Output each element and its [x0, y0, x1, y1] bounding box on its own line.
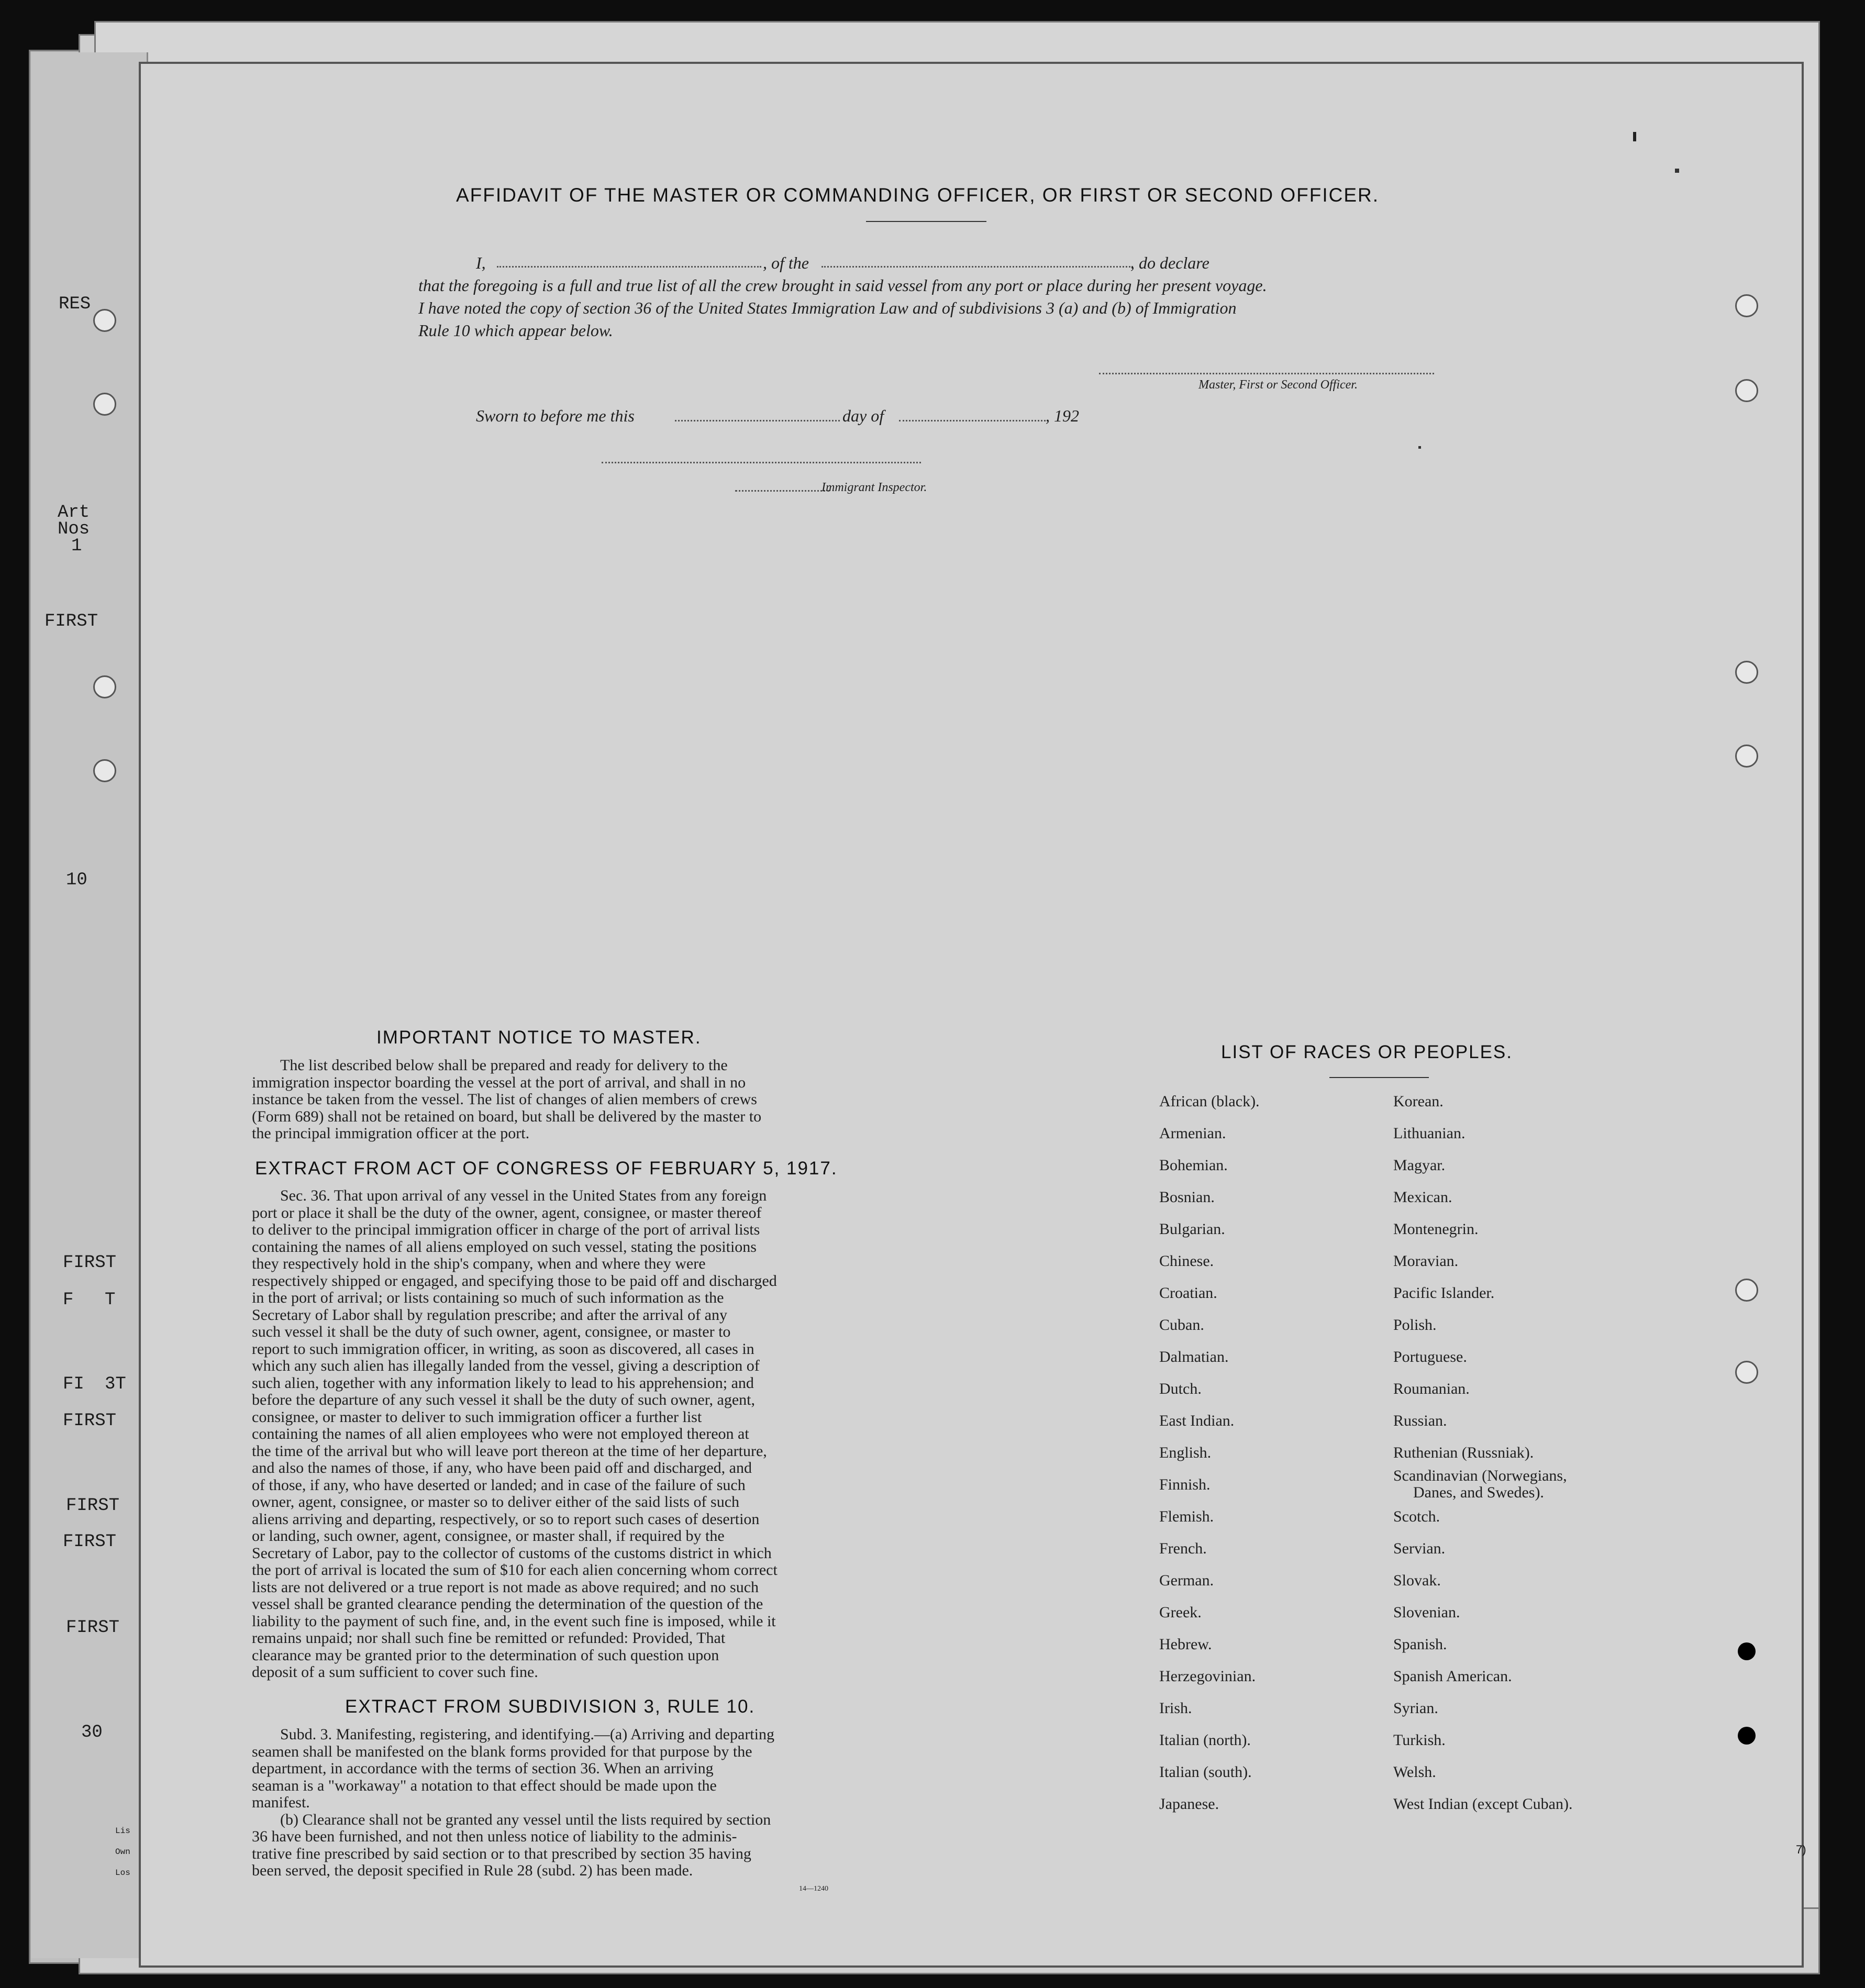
margin-label: 30: [81, 1723, 103, 1742]
affidavit-i: I,: [476, 253, 486, 272]
act-line: to deliver to the principal immigration officer in charge of the port of arrival lists: [252, 1221, 760, 1238]
race-item: Flemish.: [1159, 1508, 1214, 1525]
act-line: Sec. 36. That upon arrival of any vessel in the United States from any foreign: [280, 1187, 767, 1204]
race-item: Syrian.: [1393, 1700, 1438, 1717]
race-item: Russian.: [1393, 1412, 1447, 1429]
subdivision-line: been served, the deposit specified in Rule 28 (subd. 2) has been made.: [252, 1862, 693, 1879]
race-item: Hebrew.: [1159, 1636, 1212, 1653]
races-title: LIST OF RACES OR PEOPLES.: [1221, 1042, 1513, 1062]
race-item: French.: [1159, 1540, 1207, 1557]
race-item: Croatian.: [1159, 1284, 1217, 1302]
subdivision-title: EXTRACT FROM SUBDIVISION 3, RULE 10.: [345, 1696, 756, 1717]
act-line: containing the names of all alien employees who were not employed thereon at: [252, 1425, 749, 1442]
punch-hole: [1735, 745, 1758, 768]
punch-hole: [93, 675, 116, 698]
act-line: remains unpaid; nor shall such fine be remitted or refunded: Provided, That: [252, 1629, 726, 1647]
act-line: before the departure of any such vessel it shall be the duty of such owner, agent,: [252, 1391, 755, 1408]
punch-hole: [93, 309, 116, 332]
act-line: which any such alien has illegally landed from the vessel, giving a description of: [252, 1357, 760, 1374]
notice-line: instance be taken from the vessel. The list of changes of alien members of crews: [252, 1091, 757, 1108]
margin-label: FIRST: [63, 1253, 117, 1273]
sworn-year: , 192: [1046, 406, 1079, 425]
race-item: Servian.: [1393, 1540, 1446, 1557]
margin-label: RES: [59, 294, 91, 314]
punch-hole: [1735, 294, 1758, 317]
act-line: consignee, or master to deliver to such immigration officer a further list: [252, 1408, 702, 1426]
race-item: West Indian (except Cuban).: [1393, 1795, 1573, 1813]
margin-label: FIRST: [66, 1496, 120, 1516]
race-item: Scotch.: [1393, 1508, 1440, 1525]
vessel-blank: [822, 266, 1133, 268]
act-line: vessel shall be granted clearance pending the determination of the question of the: [252, 1595, 763, 1613]
act-title: EXTRACT FROM ACT OF CONGRESS OF FEBRUARY 5, 1917.: [255, 1158, 838, 1179]
subdivision-line: manifest.: [252, 1794, 310, 1811]
margin-label: F: [63, 1290, 74, 1310]
subdivision-body: [252, 1726, 895, 1880]
race-item: Korean.: [1393, 1093, 1444, 1110]
act-line: the port of arrival is located the sum of $10 for each alien concerning whom correct: [252, 1561, 778, 1579]
affidavit-of-the: , of the: [763, 253, 809, 272]
act-line: respectively shipped or engaged, and specifying those to be paid off and discharged: [252, 1272, 777, 1290]
race-item: Herzegovinian.: [1159, 1668, 1256, 1685]
race-item: Mexican.: [1393, 1189, 1452, 1206]
sworn-month-blank: [899, 420, 1046, 421]
sworn-prefix: Sworn to before me this: [476, 406, 635, 425]
sworn-day-blank: [675, 420, 840, 421]
subdivision-line: department, in accordance with the terms of section 36. When an arriving: [252, 1760, 714, 1777]
margin-label: Lis: [115, 1826, 130, 1836]
notice-line: immigration inspector boarding the vessel at the port of arrival, and shall in no: [252, 1073, 746, 1091]
race-item: Bosnian.: [1159, 1189, 1215, 1206]
margin-label: 10: [66, 870, 87, 890]
race-item: German.: [1159, 1572, 1214, 1589]
act-line: clearance may be granted prior to the determination of such question upon: [252, 1646, 719, 1664]
signature-line: [1099, 373, 1434, 374]
act-line: Secretary of Labor, pay to the collector of customs of the customs district in which: [252, 1544, 772, 1562]
race-item: Spanish.: [1393, 1636, 1447, 1653]
title-rule: [866, 221, 986, 222]
affidavit-declare: , do declare: [1130, 253, 1209, 272]
notice-line: the principal immigration officer at the port.: [252, 1125, 530, 1142]
margin-label: Own: [115, 1847, 130, 1857]
race-item: Greek.: [1159, 1604, 1202, 1621]
affidavit-title: AFFIDAVIT OF THE MASTER OR COMMANDING OFFICER, OR FIRST OR SECOND OFFICER.: [456, 184, 1380, 206]
act-line: port or place it shall be the duty of the owner, agent, consignee, or master thereof: [252, 1204, 762, 1221]
race-item: Magyar.: [1393, 1157, 1446, 1174]
subdivision-line: 36 have been furnished, and not then unless notice of liability to the adminis-: [252, 1828, 737, 1845]
race-item: Portuguese.: [1393, 1348, 1467, 1365]
race-item: Spanish American.: [1393, 1668, 1512, 1685]
notice-line: (Form 689) shall not be retained on board, but shall be delivered by the master to: [252, 1107, 762, 1125]
speck: [1633, 132, 1636, 141]
inspector-pre-line: [735, 490, 829, 492]
act-body: [252, 1187, 895, 1681]
notice-line: The list described below shall be prepared and ready for delivery to the: [280, 1057, 728, 1074]
act-line: in the port of arrival; or lists containing so much of such information as the: [252, 1289, 724, 1306]
affidavit-line2: that the foregoing is a full and true list of all the crew brought in said vessel from any port or place during her present voyage.: [418, 276, 1267, 295]
margin-label: FIRST: [63, 1411, 117, 1431]
margin-label: Art: [58, 503, 90, 523]
race-item: East Indian.: [1159, 1412, 1235, 1429]
race-item: Japanese.: [1159, 1795, 1219, 1813]
act-line: owner, agent, consignee, or master so to deliver either of the said lists of such: [252, 1493, 740, 1511]
race-item: Polish.: [1393, 1316, 1437, 1334]
act-line: aliens arriving and departing, respectively, or so to report such cases of desertion: [252, 1510, 760, 1528]
name-blank: [497, 266, 761, 268]
speck: [1418, 446, 1421, 449]
race-item: English.: [1159, 1444, 1212, 1461]
race-item: Montenegrin.: [1393, 1220, 1479, 1238]
punch-hole: [93, 759, 116, 782]
punch-hole: [93, 393, 116, 416]
affidavit-line4: Rule 10 which appear below.: [418, 321, 613, 340]
punch-hole: [1738, 1727, 1756, 1745]
race-item: Armenian.: [1159, 1125, 1226, 1142]
race-item: Italian (north).: [1159, 1731, 1251, 1749]
subdivision-line: trative fine prescribed by said section or to that prescribed by section 35 having: [252, 1845, 751, 1862]
act-line: such alien, together with any information likely to lead to his apprehension; and: [252, 1374, 754, 1392]
left-underlying-form: [31, 52, 148, 1958]
race-item: Italian (south).: [1159, 1763, 1252, 1781]
act-line: liability to the payment of such fine, and, in the event such fine is imposed, while it: [252, 1612, 776, 1630]
race-item: Bulgarian.: [1159, 1220, 1225, 1238]
speck: [1675, 169, 1679, 173]
margin-label: T: [105, 1290, 116, 1310]
margin-label: FI: [63, 1374, 84, 1394]
race-item: Bohemian.: [1159, 1157, 1228, 1174]
race-item: Welsh.: [1393, 1763, 1436, 1781]
margin-label: FIRST: [45, 612, 98, 631]
race-item: Chinese.: [1159, 1252, 1214, 1270]
subdivision-line: seamen shall be manifested on the blank forms provided for that purpose by the: [252, 1742, 752, 1760]
race-item: Pacific Islander.: [1393, 1284, 1495, 1302]
margin-label: FIRST: [63, 1532, 117, 1552]
subdivision-line: Subd. 3. Manifesting, registering, and identifying.—(a) Arriving and departing: [280, 1726, 774, 1743]
race-item: Ruthenian (Russniak).: [1393, 1444, 1534, 1461]
margin-label: 1: [71, 536, 82, 556]
margin-label: Los: [115, 1868, 130, 1878]
race-item: Scandinavian (Norwegians,: [1393, 1467, 1567, 1484]
margin-label: 3T: [105, 1374, 126, 1394]
race-item: Slovenian.: [1393, 1604, 1460, 1621]
notice-title: IMPORTANT NOTICE TO MASTER.: [376, 1027, 702, 1048]
act-line: or landing, such owner, agent, consignee, or master shall, if required by the: [252, 1527, 725, 1545]
sworn-day: day of: [842, 406, 884, 425]
punch-hole: [1738, 1642, 1756, 1660]
race-item-continued: Danes, and Swedes).: [1413, 1484, 1544, 1501]
act-line: and also the names of those, if any, who have been paid off and discharged, and: [252, 1459, 752, 1476]
margin-label: FIRST: [66, 1618, 120, 1638]
race-item: Irish.: [1159, 1700, 1192, 1717]
affidavit-line3: I have noted the copy of section 36 of the United States Immigration Law and of subdivisions 3 (a) and (b) of Immigration: [418, 298, 1237, 317]
races-rule: [1329, 1077, 1429, 1078]
race-item: Finnish.: [1159, 1476, 1211, 1493]
race-item: Dutch.: [1159, 1380, 1202, 1397]
race-item: African (black).: [1159, 1093, 1260, 1110]
affidavit-page: [139, 62, 1804, 1968]
margin-label: Nos: [58, 519, 90, 539]
notice-body: [252, 1057, 895, 1142]
act-line: Secretary of Labor shall by regulation prescribe; and after the arrival of any: [252, 1306, 727, 1324]
race-item: Dalmatian.: [1159, 1348, 1229, 1365]
inspector-label: Immigrant Inspector.: [822, 481, 927, 494]
race-item: Moravian.: [1393, 1252, 1459, 1270]
act-line: such vessel it shall be the duty of such owner, agent, consignee, or master to: [252, 1323, 731, 1340]
subdivision-line: (b) Clearance shall not be granted any vessel until the lists required by section: [280, 1811, 771, 1828]
right-edge-text: 7): [1796, 1843, 1806, 1856]
subdivision-line: seaman is a "workaway" a notation to that effect should be made upon the: [252, 1776, 717, 1794]
form-number: 14—1240: [799, 1885, 828, 1893]
act-line: of those, if any, who have deserted or landed; and in case of the failure of such: [252, 1476, 746, 1494]
race-item: Turkish.: [1393, 1731, 1446, 1749]
punch-hole: [1735, 1361, 1758, 1384]
punch-hole: [1735, 661, 1758, 684]
punch-hole: [1735, 1279, 1758, 1302]
race-item: Lithuanian.: [1393, 1125, 1466, 1142]
act-line: containing the names of all aliens employed on such vessel, stating the positions: [252, 1238, 757, 1256]
inspector-line: [602, 462, 921, 463]
act-line: the time of the arrival but who will leave port thereon at the time of her departure,: [252, 1442, 767, 1460]
punch-hole: [1735, 379, 1758, 402]
act-line: lists are not delivered or a true report is not made as above required; and no such: [252, 1578, 759, 1596]
act-line: they respectively hold in the ship's company, when and where they were: [252, 1255, 706, 1272]
race-item: Slovak.: [1393, 1572, 1441, 1589]
race-item: Cuban.: [1159, 1316, 1204, 1334]
race-item: Roumanian.: [1393, 1380, 1470, 1397]
signature-label: Master, First or Second Officer.: [1198, 378, 1358, 392]
act-line: deposit of a sum sufficient to cover such fine.: [252, 1663, 538, 1681]
act-line: report to such immigration officer, in writing, as soon as discovered, all cases in: [252, 1340, 754, 1358]
